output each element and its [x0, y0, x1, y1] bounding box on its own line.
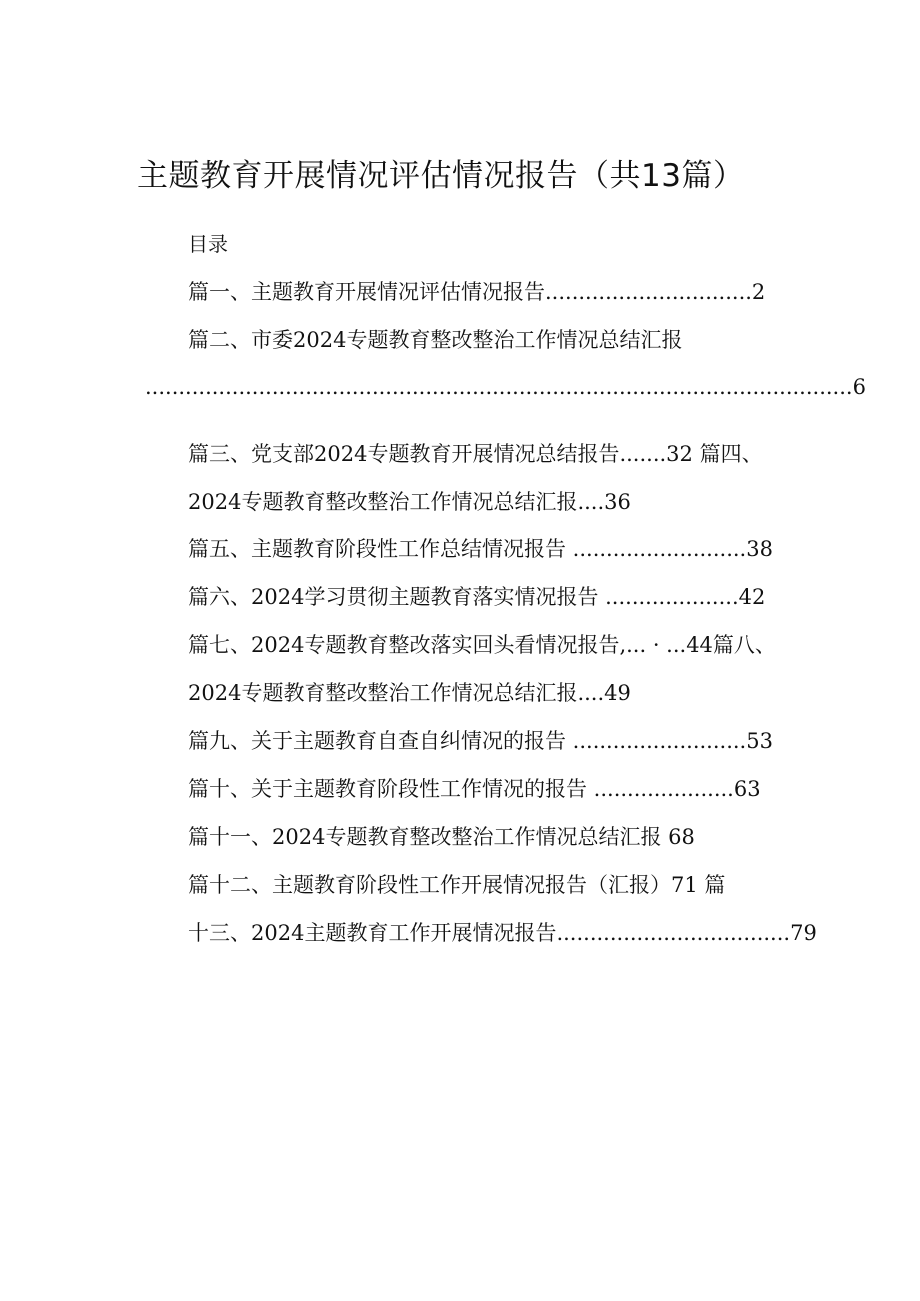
toc-heading: 目录: [188, 232, 228, 256]
toc-line: 篇七、2024专题教育整改落实回头看情况报告,... · ...44篇八、: [188, 633, 776, 657]
toc-line: 篇十、关于主题教育阶段性工作情况的报告 .....................63: [188, 777, 761, 801]
toc-line: 篇一、主题教育开展情况评估情况报告...............................2: [188, 280, 766, 304]
toc-line: 2024专题教育整改整治工作情况总结汇报....49: [188, 681, 631, 705]
document-title: 主题教育开展情况评估情况报告（共13篇）: [137, 158, 745, 194]
toc-line: 篇二、市委2024专题教育整改整治工作情况总结汇报: [188, 328, 683, 352]
toc-line: 篇十二、主题教育阶段性工作开展情况报告（汇报）71 篇: [188, 873, 726, 897]
toc-line: 篇三、党支部2024专题教育开展情况总结报告.......32 篇四、: [188, 442, 763, 466]
toc-line: 篇五、主题教育阶段性工作总结情况报告 ..........................38: [188, 537, 773, 561]
toc-line: 篇十一、2024专题教育整改整治工作情况总结汇报 68: [188, 825, 695, 849]
toc-line: 篇九、关于主题教育自查自纠情况的报告 ..........................53: [188, 729, 773, 753]
toc-line: ..........................................................................................................6: [145, 375, 866, 399]
toc-line: 篇六、2024学习贯彻主题教育落实情况报告 ....................42: [188, 585, 766, 609]
toc-line: 2024专题教育整改整治工作情况总结汇报....36: [188, 490, 631, 514]
toc-line: 十三、2024主题教育工作开展情况报告...................................79: [188, 921, 817, 945]
